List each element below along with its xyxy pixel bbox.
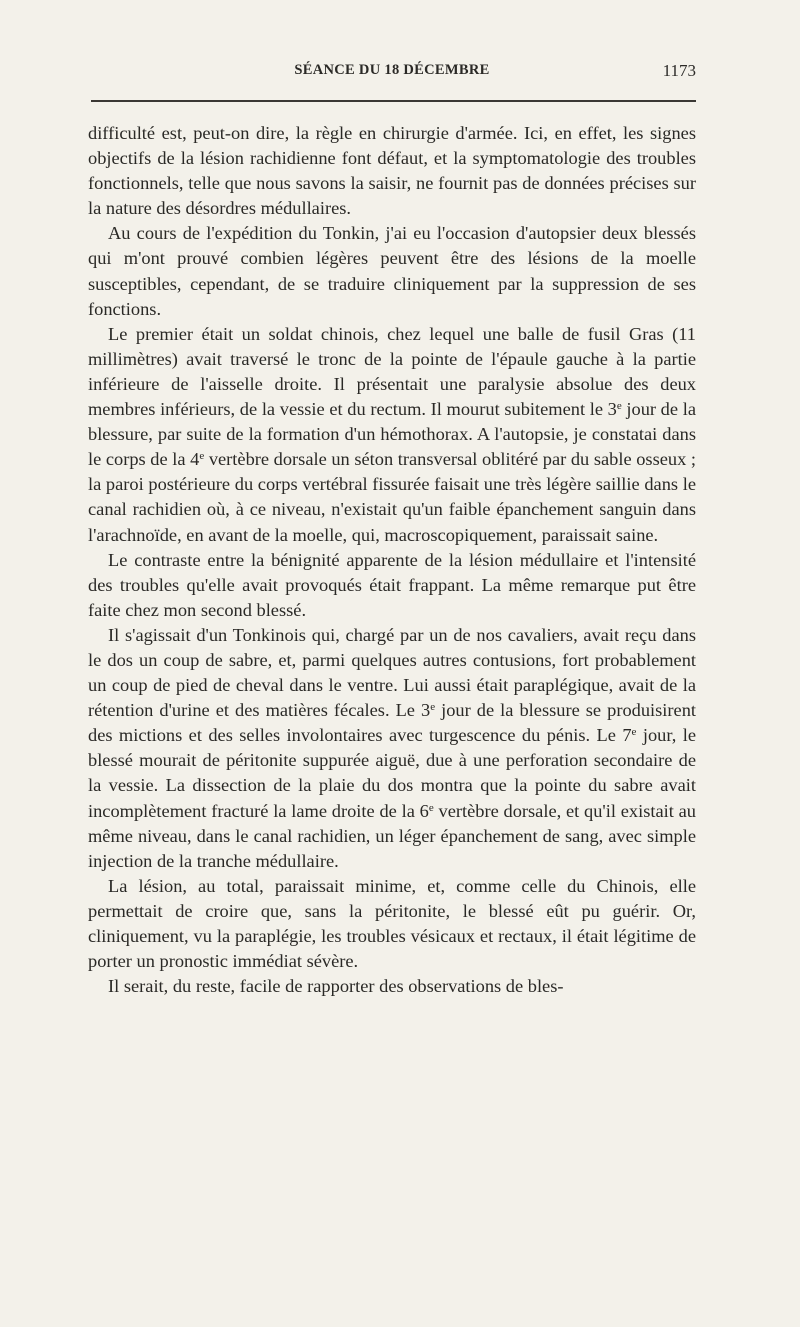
- paragraph-5-part-b: jour de la blessure se produisirent des mictions et des selles involontaires avec turgescence du pénis. Le 7: [88, 700, 697, 746]
- paragraph-6: La lésion, au total, paraissait minime, et, comme celle du Chinois, elle permettait de croire que, sans la péritonite, le blessé eût pu guérir. Or, cliniquement, vu la paraplégie, les troubles vésicaux et rectaux, il était légitime de porter un pronostic immédiat sévère.: [88, 875, 696, 972]
- paragraph-4: Le contraste entre la bénignité apparente de la lésion médullaire et l'intensité des troubles qu'elle avait provoqués était frappant. La même remarque put être faite chez mon second blessé.: [88, 549, 696, 620]
- paragraph-1: difficulté est, peut-on dire, la règle en chirurgie d'armée. Ici, en effet, les signes objectifs de la lésion rachidienne font défaut, et la symptomatologie des troubles fonctionnels, telle que nous savons la saisir, ne fournit pas de données précises sur la nature des désordres médullaires.: [88, 123, 696, 219]
- running-title: SÉANCE DU 18 DÉCEMBRE: [294, 62, 490, 78]
- paragraph-5-part-d: vertèbre dorsale, et qu'il existait au même niveau, dans le canal rachidien, un léger épanchement de sang, avec simple injection de la tranche médullaire.: [88, 800, 696, 871]
- paragraph-3: [88, 322, 696, 548]
- paragraph-2: Au cours de l'expédition du Tonkin, j'ai eu l'occasion d'autopsier deux blessés qui m'ont prouvé combien légères peuvent être des lésions de la moelle susceptibles, cependant, de se traduire cliniquement par la suppression de ses fonctions.: [88, 223, 696, 319]
- ordinal-superscript: e: [428, 801, 434, 814]
- page-number: 1173: [662, 61, 696, 80]
- paragraph-5: [88, 623, 696, 874]
- paragraph-3-part-c: vertèbre dorsale un séton transversal oblitéré par du sable osseux ; la paroi postérieure du corps vertébral fissurée faisait une très légère saillie dans le canal rachidien où, à ce niveau, n'existait qu'un faible épanchement sanguin dans l'arachnoïde, en avant de la moelle, qui, macroscopiquement, paraissait saine.: [88, 449, 697, 545]
- body-text: [88, 121, 696, 999]
- paragraph-5-part-a: Il s'agissait d'un Tonkinois qui, chargé par un de nos cavaliers, avait reçu dans le dos un coup de sabre, et, parmi quelques autres contusions, fort probablement un coup de pied de cheval dans le ventre. Lui aussi était paraplégique, avait de la rétention d'urine et des matières fécales. Le 3: [88, 624, 696, 721]
- ordinal-superscript: e: [199, 450, 205, 463]
- ordinal-superscript: e: [430, 701, 436, 714]
- paragraph-7: Il serait, du reste, facile de rapporter des observations de bles-: [108, 976, 564, 997]
- header-rule: [91, 100, 696, 102]
- paragraph-3-part-a: Le premier était un soldat chinois, chez lequel une balle de fusil Gras (11 millimètres) avait traversé le tronc de la pointe de l'épaule gauche à la partie inférieure de l'aisselle droite. Il présentait une paralysie absolue des deux membres inférieurs, de la vessie et du rectum. Il mourut subitement le 3: [88, 323, 696, 420]
- page-header: [88, 62, 696, 88]
- paragraph-5-part-c: jour, le blessé mourait de péritonite suppurée aiguë, due à une perforation secondaire de la vessie. La dissection de la plaie du dos montra que la pointe du sabre avait incomplètement fracturé la lame droite de la 6: [88, 725, 697, 821]
- ordinal-superscript: e: [631, 726, 637, 739]
- paragraph-3-part-b: jour de la blessure, par suite de la formation d'un hémothorax. A l'autopsie, je constatai dans le corps de la 4: [88, 399, 696, 470]
- ordinal-superscript: e: [616, 400, 622, 413]
